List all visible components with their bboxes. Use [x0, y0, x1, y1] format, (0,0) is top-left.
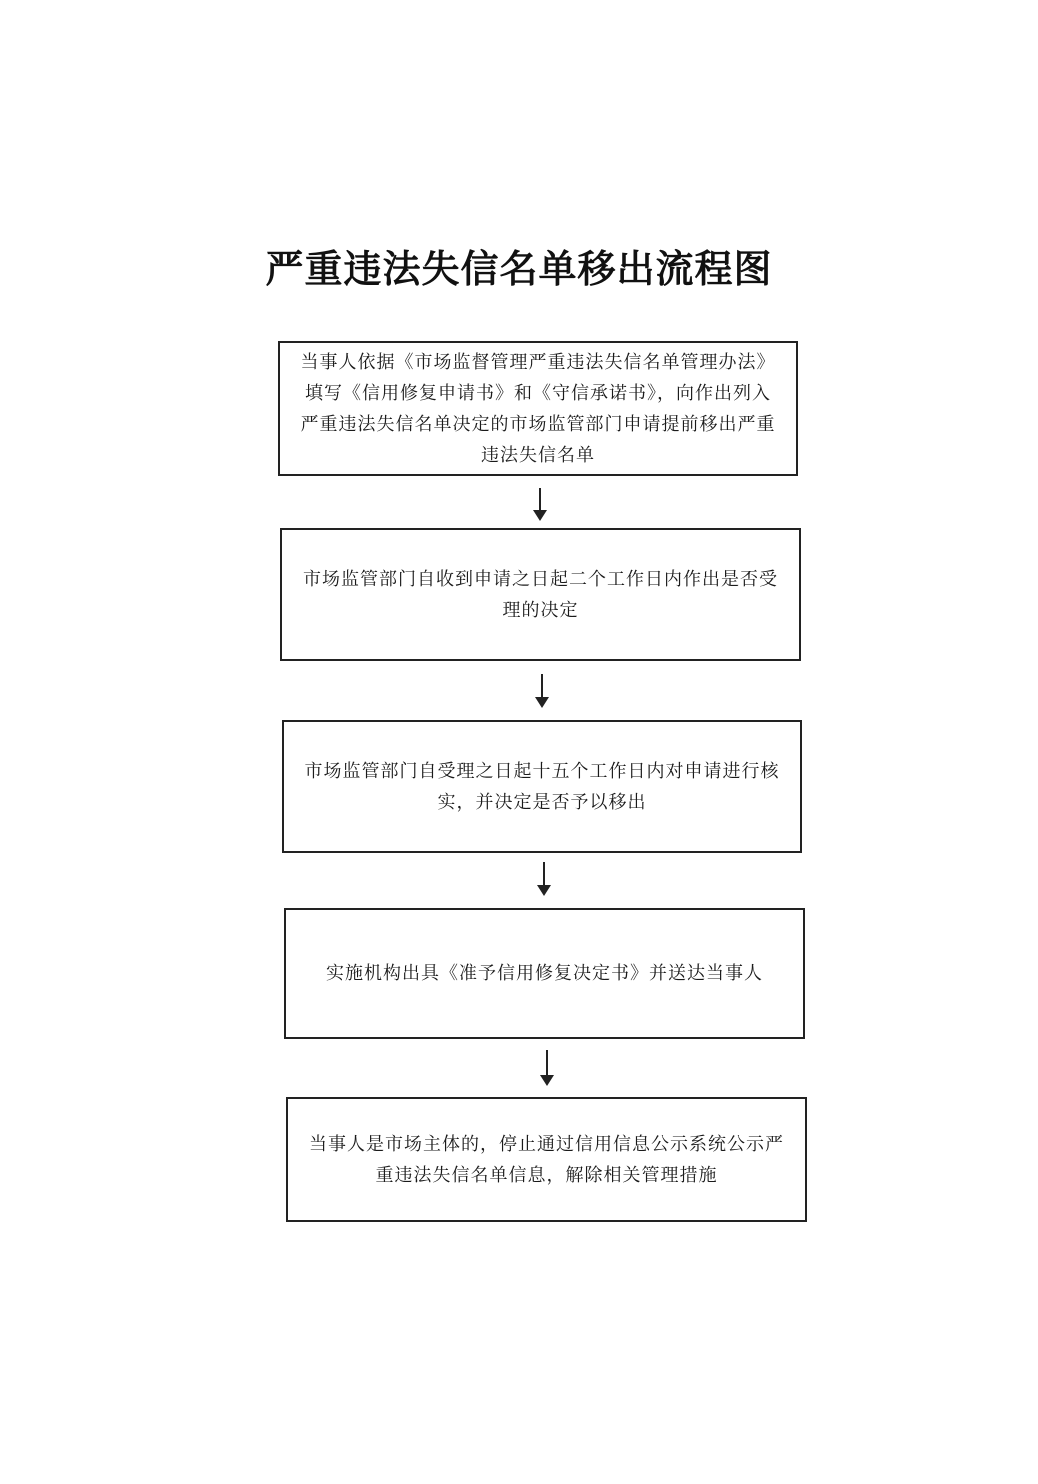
step-box-verify: [282, 720, 802, 853]
arrow-shaft: [539, 488, 541, 512]
flow-arrow-2: [535, 674, 549, 708]
step-box-stop-publication: [286, 1097, 807, 1222]
step-box-accept-decision: [280, 528, 801, 661]
step-text-accept-decision: 市场监管部门自收到申请之日起二个工作日内作出是否受理的决定: [303, 568, 778, 621]
step-box-issue-decision: [284, 908, 805, 1039]
arrow-shaft: [546, 1050, 548, 1077]
step-box-apply: [278, 341, 798, 476]
arrow-shaft: [543, 862, 545, 887]
arrow-down-icon: [540, 1075, 554, 1086]
flow-arrow-1: [533, 488, 547, 521]
step-text-apply: 当事人依据《市场监督管理严重违法失信名单管理办法》填写《信用修复申请书》和《守信承诺书》，向作出列入严重违法失信名单决定的市场监管部门申请提前移出严重违法失信名单: [300, 351, 776, 466]
step-text-issue-decision: 实施机构出具《准予信用修复决定书》并送达当事人: [326, 963, 763, 984]
arrow-down-icon: [537, 885, 551, 896]
arrow-down-icon: [533, 510, 547, 521]
flowchart-title: 严重违法失信名单移出流程图: [265, 246, 773, 291]
flow-arrow-4: [540, 1050, 554, 1086]
step-text-stop-publication: 当事人是市场主体的，停止通过信用信息公示系统公示严重违法失信名单信息，解除相关管理措施: [309, 1133, 784, 1186]
step-text-verify: 市场监管部门自受理之日起十五个工作日内对申请进行核实，并决定是否予以移出: [304, 760, 780, 813]
arrow-down-icon: [535, 697, 549, 708]
arrow-shaft: [541, 674, 543, 699]
flow-arrow-3: [537, 862, 551, 896]
